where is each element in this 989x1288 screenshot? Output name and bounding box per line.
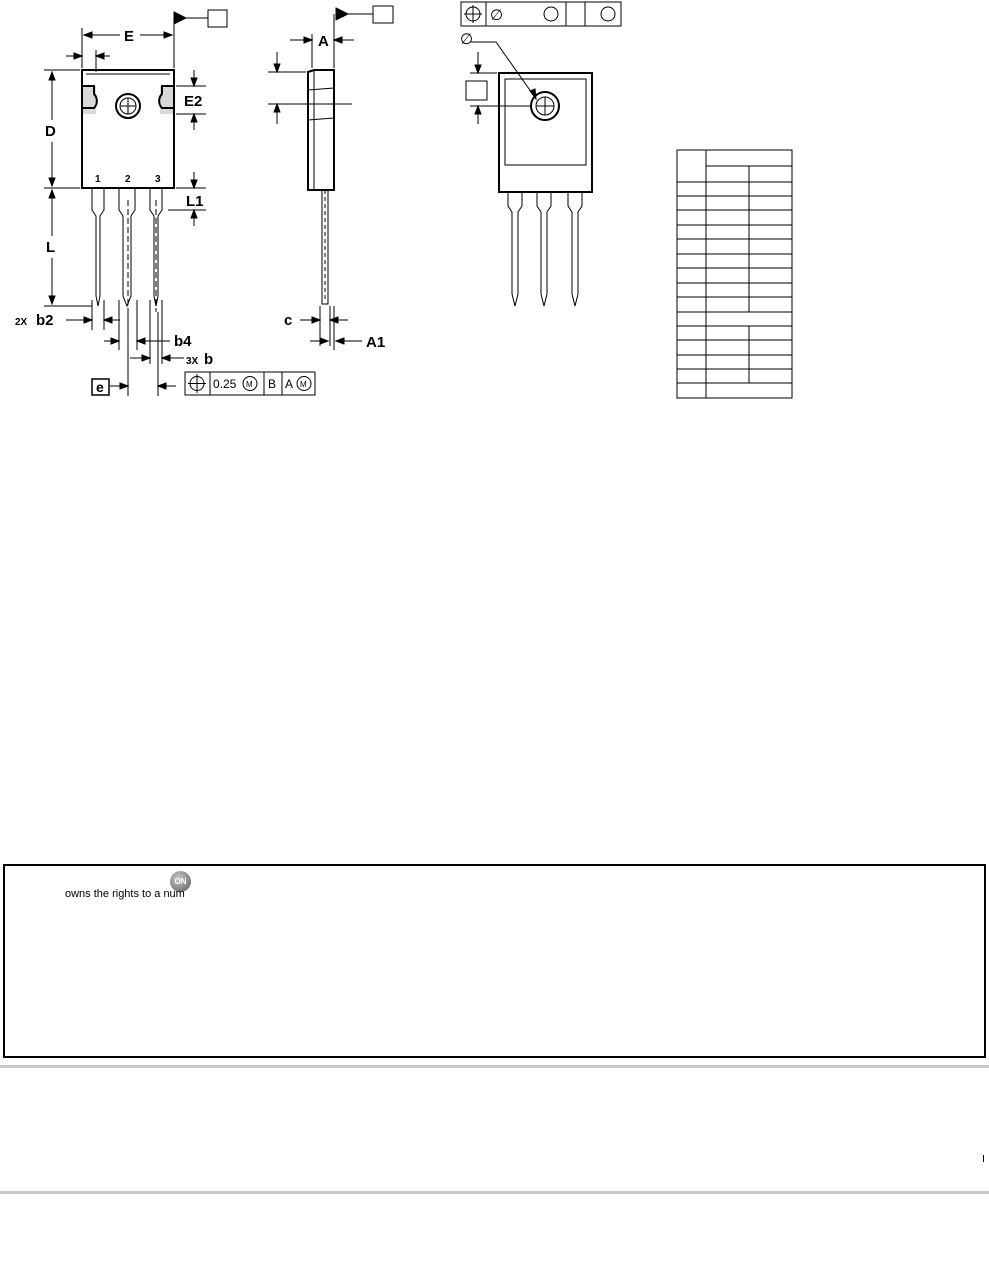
rear-view	[461, 2, 621, 306]
pin-3-label: 3	[155, 174, 161, 185]
label-d: D	[45, 123, 56, 140]
label-e2: E2	[184, 93, 203, 110]
tolerance-datum-a: A	[285, 377, 294, 391]
footer-bottom-rule	[0, 1191, 989, 1194]
label-e-width: E	[124, 28, 135, 45]
tolerance-datum-b: B	[268, 377, 277, 391]
label-e-pitch: e	[96, 379, 104, 395]
dimension-table	[677, 150, 792, 398]
pin-1-label: 1	[95, 174, 101, 185]
label-b2-prefix: 2X	[15, 317, 28, 328]
label-b-prefix: 3X	[186, 356, 199, 367]
on-semiconductor-logo-icon: ON	[170, 871, 191, 892]
diameter-label: ∅	[460, 31, 474, 48]
footer-top-rule	[0, 1065, 989, 1068]
label-c: c	[284, 312, 293, 329]
footer-mark	[983, 1155, 984, 1162]
tolerance-modifier: M	[246, 380, 253, 389]
label-b4: b4	[174, 333, 192, 350]
label-b: b	[204, 351, 214, 368]
disclaimer-text: owns the rights to a num	[65, 888, 185, 900]
tolerance-datum-a-modifier: M	[300, 380, 307, 389]
legal-disclaimer-box	[3, 864, 986, 1058]
label-a: A	[318, 33, 329, 50]
pin-2-label: 2	[125, 174, 131, 185]
side-view	[268, 6, 393, 350]
label-l: L	[46, 239, 56, 256]
label-b2: b2	[36, 312, 54, 329]
frame-diameter-symbol: ∅	[490, 7, 504, 24]
label-a1: A1	[366, 334, 386, 351]
tolerance-value: 0.25	[213, 377, 237, 391]
label-l1: L1	[186, 193, 204, 210]
